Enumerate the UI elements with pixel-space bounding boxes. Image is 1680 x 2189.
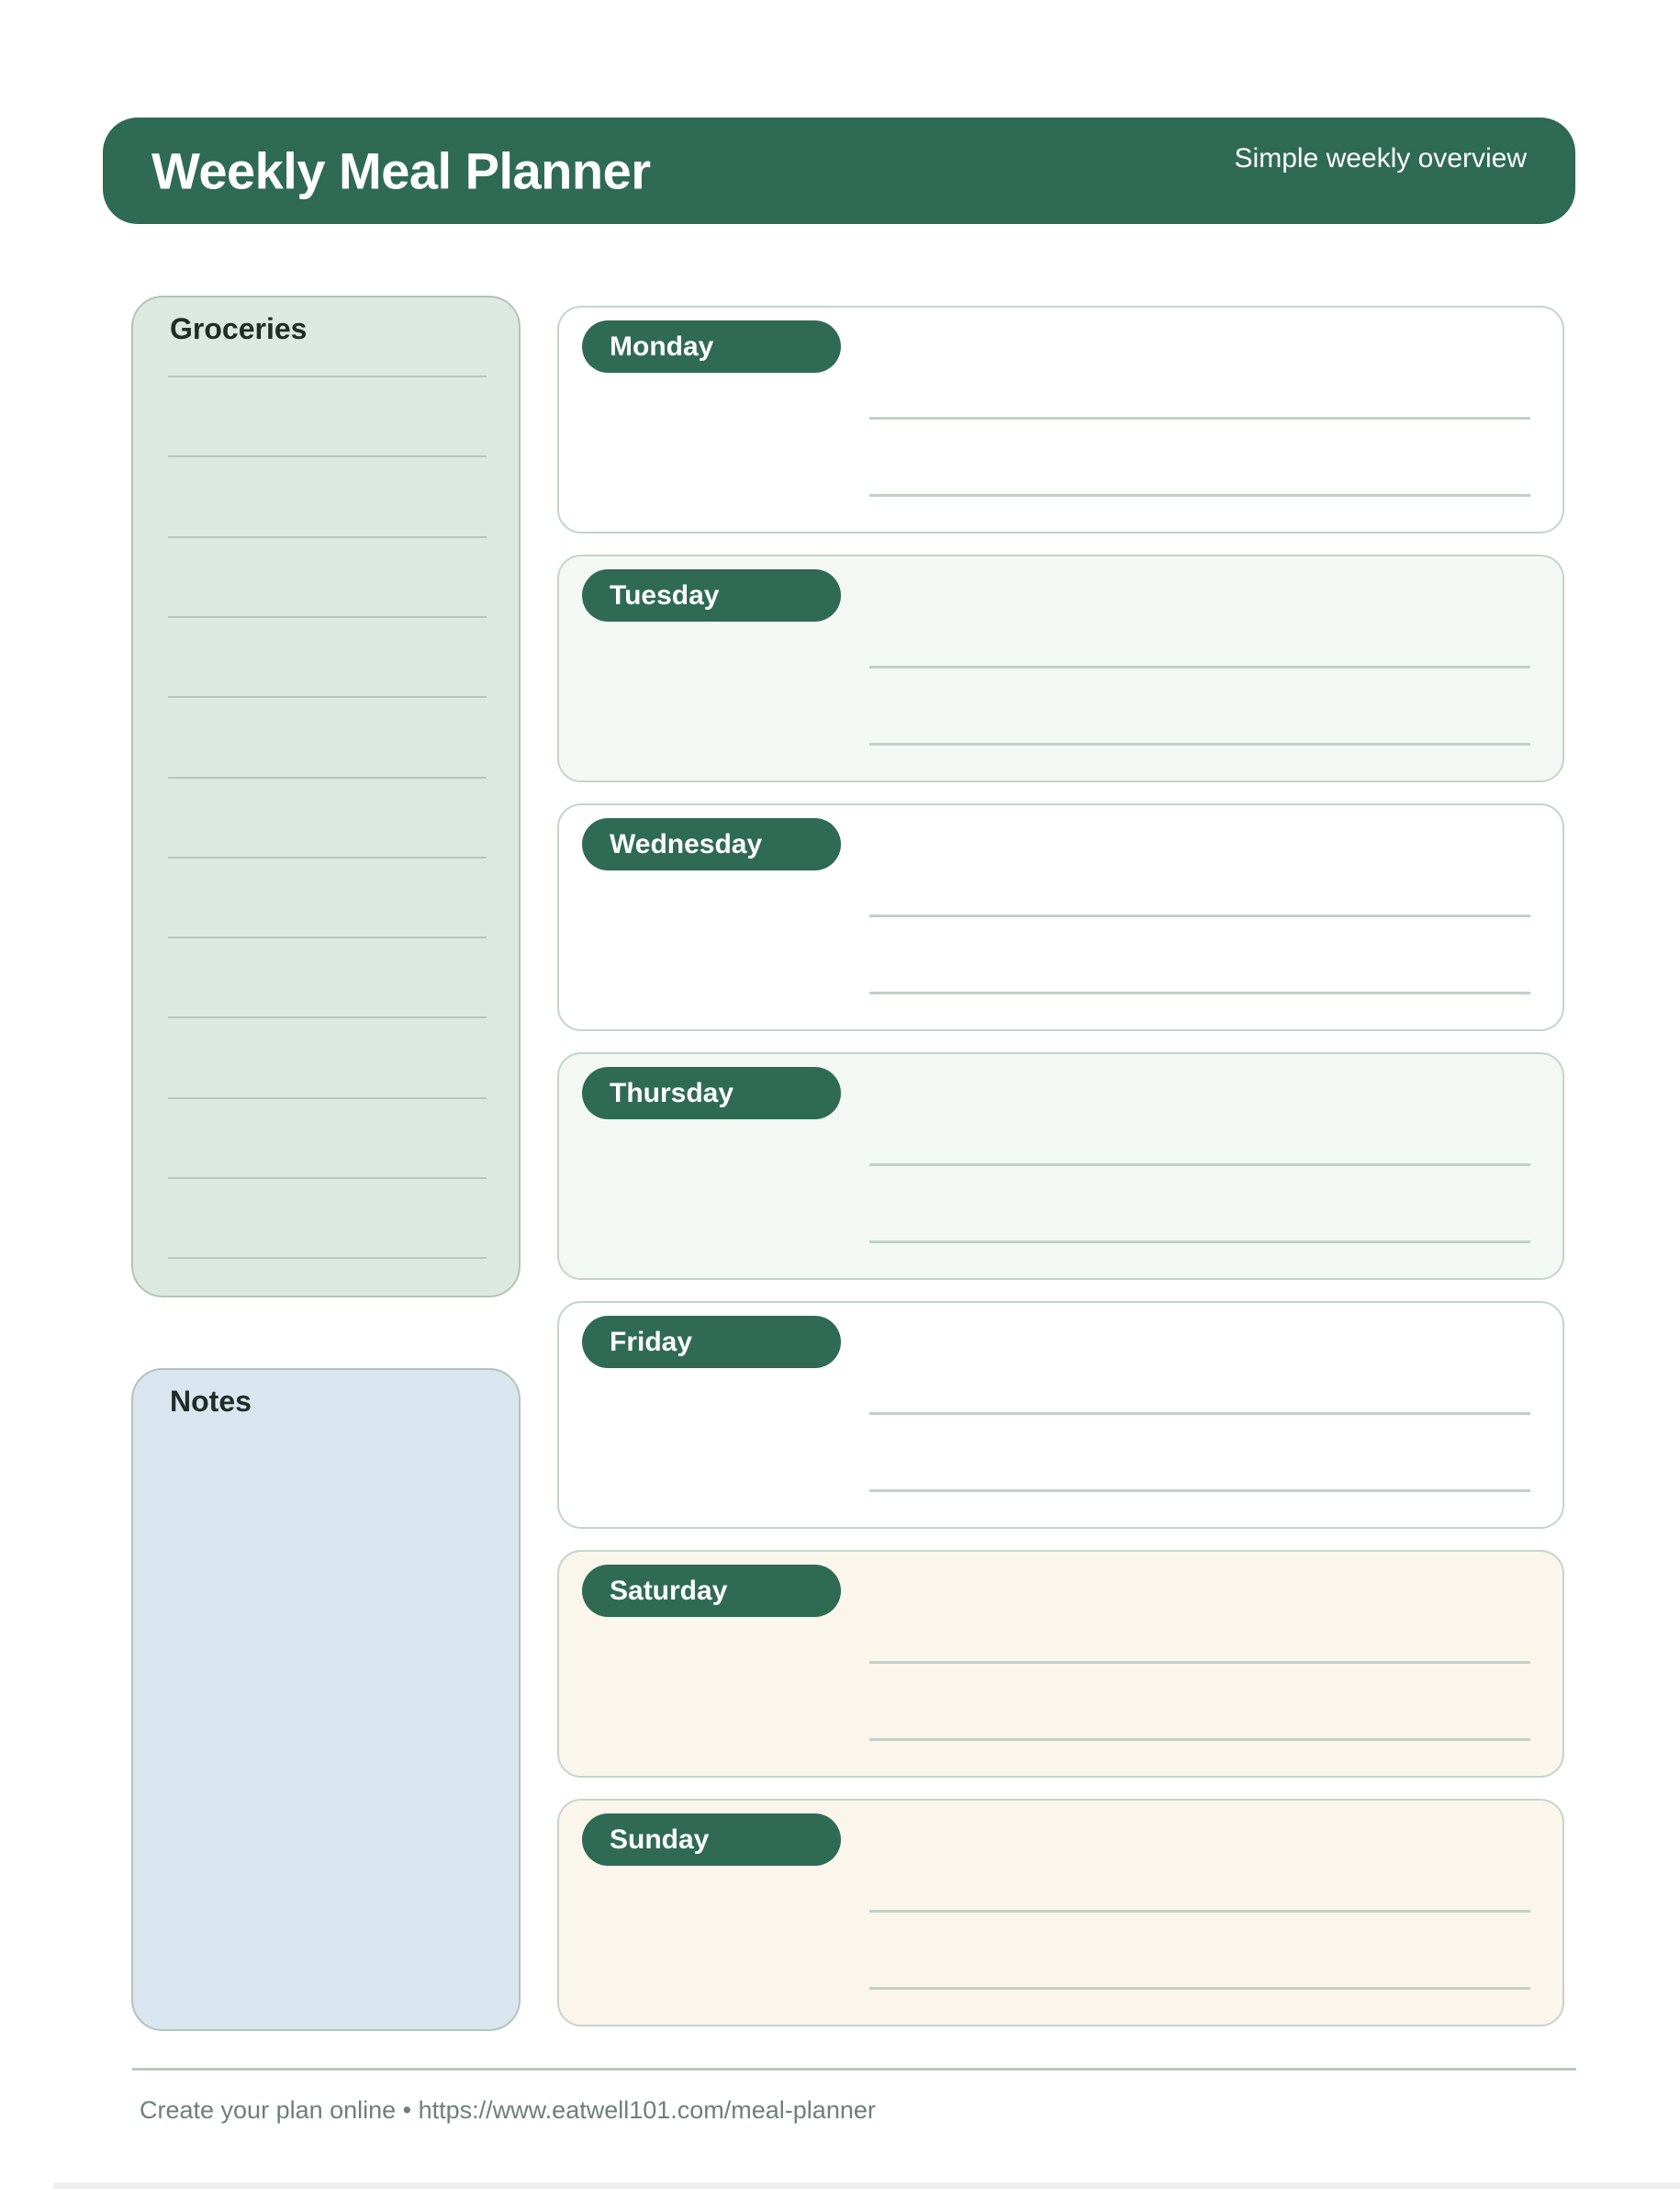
day-pill-wednesday xyxy=(582,818,841,870)
meal-writing-line xyxy=(869,1163,1530,1166)
meal-writing-line xyxy=(869,666,1530,668)
groceries-line xyxy=(168,455,487,457)
day-card-thursday xyxy=(557,1052,1564,1280)
day-label-sunday: Sunday xyxy=(610,1824,710,1855)
groceries-line xyxy=(168,1097,487,1099)
page-subtitle: Simple weekly overview xyxy=(1234,143,1527,174)
meal-writing-line xyxy=(869,1661,1530,1664)
day-pill-monday xyxy=(582,320,841,373)
meal-writing-line xyxy=(869,1738,1530,1741)
meal-writing-line xyxy=(869,417,1530,420)
groceries-line xyxy=(168,616,487,618)
groceries-line xyxy=(168,857,487,859)
day-card-tuesday xyxy=(557,555,1564,782)
footer-divider xyxy=(132,2068,1576,2071)
day-card-sunday xyxy=(557,1799,1564,2026)
groceries-line xyxy=(168,937,487,938)
bottom-edge-strip xyxy=(53,2183,1680,2189)
meal-writing-line xyxy=(869,494,1530,497)
meal-writing-line xyxy=(869,1240,1530,1243)
day-card-monday xyxy=(557,306,1564,533)
footer-link-text: Create your plan online • https://www.eatwell101.com/meal-planner xyxy=(140,2096,876,2124)
groceries-line xyxy=(168,696,487,698)
meal-writing-line xyxy=(869,1910,1530,1913)
day-label-tuesday: Tuesday xyxy=(610,579,720,611)
groceries-panel xyxy=(131,296,521,1297)
groceries-line xyxy=(168,376,487,377)
meal-writing-line xyxy=(869,1412,1530,1415)
day-pill-tuesday xyxy=(582,569,841,622)
groceries-line xyxy=(168,1257,487,1259)
meal-writing-line xyxy=(869,1489,1530,1492)
meal-writing-line xyxy=(869,992,1530,994)
day-label-thursday: Thursday xyxy=(610,1077,734,1108)
meal-writing-line xyxy=(869,1987,1530,1990)
day-pill-saturday xyxy=(582,1565,841,1617)
meal-writing-line xyxy=(869,915,1530,917)
day-pill-friday xyxy=(582,1316,841,1368)
groceries-line xyxy=(168,536,487,538)
groceries-heading: Groceries xyxy=(170,312,308,345)
day-pill-sunday xyxy=(582,1813,841,1866)
meal-writing-line xyxy=(869,743,1530,746)
groceries-line xyxy=(168,1016,487,1018)
day-label-monday: Monday xyxy=(610,331,714,362)
day-card-friday xyxy=(557,1301,1564,1529)
groceries-line xyxy=(168,777,487,779)
day-label-wednesday: Wednesday xyxy=(610,828,763,859)
day-card-saturday xyxy=(557,1550,1564,1778)
notes-panel xyxy=(131,1368,521,2031)
day-pill-thursday xyxy=(582,1067,841,1119)
notes-heading: Notes xyxy=(170,1385,252,1418)
groceries-line xyxy=(168,1177,487,1179)
day-label-friday: Friday xyxy=(610,1326,693,1357)
header-bar xyxy=(103,118,1575,224)
day-label-saturday: Saturday xyxy=(610,1575,728,1606)
day-card-wednesday xyxy=(557,803,1564,1031)
page-title: Weekly Meal Planner xyxy=(151,141,651,200)
